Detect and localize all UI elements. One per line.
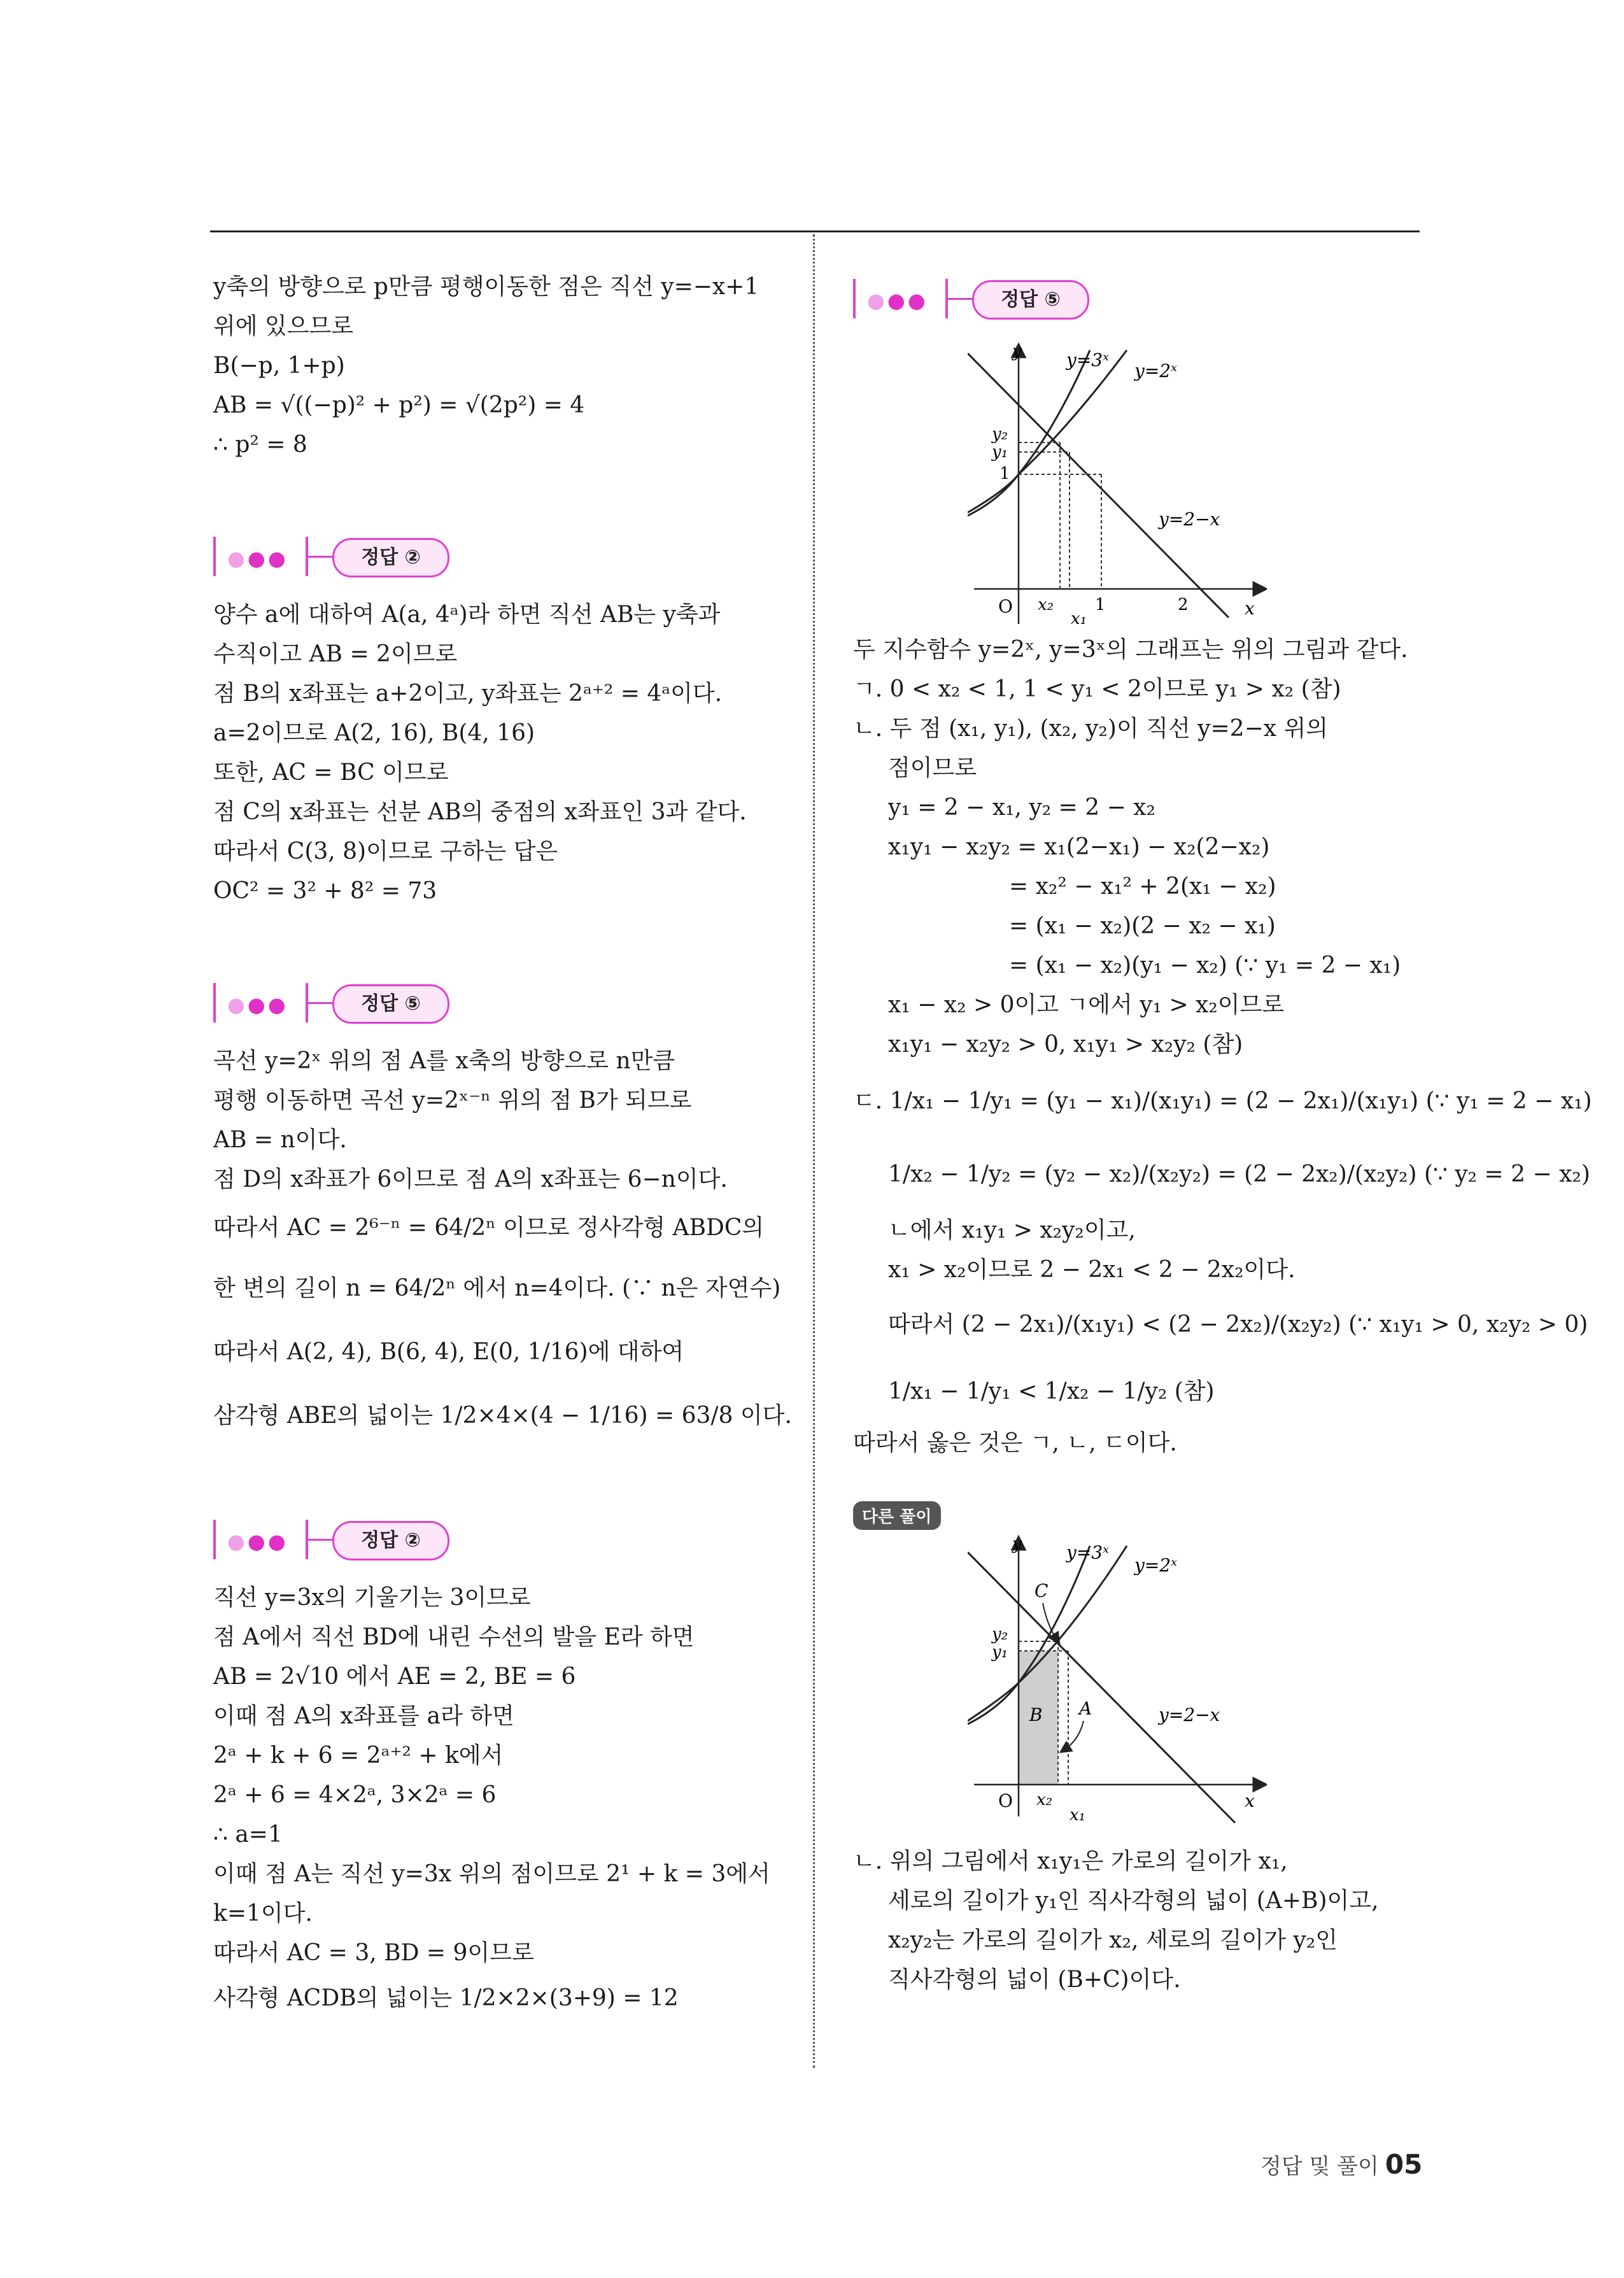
text-line: ㄷ. 1/x₁ − 1/y₁ = (y₁ − x₁)/(x₁y₁) = (2 − 2x₁)/(x₁y₁) (∵ y₁ = 2 − x₁) [853, 1088, 1592, 1114]
label-two-x: 2 [1178, 595, 1189, 614]
text-line: 따라서 옳은 것은 ㄱ, ㄴ, ㄷ이다. [853, 1430, 1177, 1456]
answer-header: ●●● 정답 ⑤ [213, 972, 773, 1042]
label-line: y=2−x [1159, 1704, 1220, 1725]
x-axis-label: x [1245, 1790, 1255, 1811]
label-region-b: B [1029, 1704, 1043, 1725]
text-line: x₂y₂는 가로의 길이가 x₂, 세로의 길이가 y₂인 [888, 1927, 1338, 1953]
answer-badge: 정답 ② [332, 538, 449, 577]
answer-header: ●●● 정답 ⑤ [853, 267, 1413, 337]
text-line: AB = 2√10 에서 AE = 2, BE = 6 [213, 1664, 576, 1690]
label-2x: y=2ˣ [1134, 360, 1178, 381]
origin-label: O [998, 596, 1013, 617]
text-line: 점 C의 x좌표는 선분 AB의 중점의 x좌표인 3과 같다. [213, 799, 747, 825]
y-axis-label: y [1012, 1534, 1022, 1553]
y-axis-label: y [1012, 342, 1022, 361]
left-column [213, 267, 792, 2024]
exponential-graph [968, 337, 1267, 630]
text-line: k=1이다. [213, 1900, 313, 1927]
x-axis-label: x [1245, 598, 1255, 619]
text-line: 사각형 ACDB의 넓이는 1/2×2×(3+9) = 12 [213, 1985, 679, 2011]
text-line: 곡선 y=2ˣ 위의 점 A를 x축의 방향으로 n만큼 [213, 1048, 675, 1074]
label-region-a: A [1079, 1698, 1092, 1719]
label-3x: y=3ˣ [1066, 350, 1110, 371]
answer-badge: 정답 ⑤ [332, 984, 449, 1024]
answer-badge: 정답 ② [332, 1521, 449, 1560]
text-line: ㄴ에서 x₁y₁ > x₂y₂이고, [888, 1217, 1136, 1243]
text-line: AB = n이다. [213, 1127, 347, 1153]
text-line: 2ᵃ + k + 6 = 2ᵃ⁺² + k에서 [213, 1743, 504, 1769]
text-line: 평행 이동하면 곡선 y=2ˣ⁻ⁿ 위의 점 B가 되므로 [213, 1087, 692, 1114]
text-line: 직사각형의 넓이 (B+C)이다. [888, 1967, 1181, 1993]
page-number: 05 [1385, 2149, 1423, 2180]
text-line: ㄱ. 0 < x₂ < 1, 1 < y₁ < 2이므로 y₁ > x₂ (참) [853, 676, 1341, 702]
origin-label: O [998, 1790, 1013, 1811]
label-line: y=2−x [1159, 509, 1220, 530]
text-line: ∴ p² = 8 [213, 432, 307, 458]
text-line: a=2이므로 A(2, 16), B(4, 16) [213, 720, 535, 746]
line-2-minus-x [968, 1552, 1235, 1823]
text-line: 세로의 길이가 y₁인 직사각형의 넓이 (A+B)이고, [888, 1888, 1379, 1914]
text-line: B(−p, 1+p) [213, 353, 345, 379]
text-line: ∴ a=1 [213, 1822, 283, 1848]
label-region-c: C [1034, 1580, 1049, 1601]
text-line: 또한, AC = BC 이므로 [213, 760, 449, 786]
text-line: ㄴ. 두 점 (x₁, y₁), (x₂, y₂)이 직선 y=2−x 위의 [853, 716, 1329, 742]
label-x2: x₂ [1036, 1790, 1053, 1809]
text-line: 두 지수함수 y=2ˣ, y=3ˣ의 그래프는 위의 그림과 같다. [853, 637, 1408, 663]
text-line: 양수 a에 대하여 A(a, 4ᵃ)라 하면 직선 AB는 y축과 [213, 602, 721, 628]
text-line: 점 A에서 직선 BD에 내린 수선의 발을 E라 하면 [213, 1624, 695, 1650]
label-x1: x₁ [1071, 609, 1087, 628]
text-line: 2ᵃ + 6 = 4×2ᵃ, 3×2ᵃ = 6 [213, 1782, 497, 1808]
page-footer [1260, 2149, 1422, 2180]
text-line: y₁ = 2 − x₁, y₂ = 2 − x₂ [888, 795, 1155, 821]
curve-3x [968, 350, 1090, 513]
text-line: 직선 y=3x의 기울기는 3이므로 [213, 1585, 531, 1611]
label-y1: y₁ [992, 442, 1008, 462]
text-line: y축의 방향으로 p만큼 평행이동한 점은 직선 y=−x+1 [213, 274, 759, 300]
text-line: x₁y₁ − x₂y₂ = x₁(2−x₁) − x₂(2−x₂) [888, 834, 1270, 860]
label-x1: x₁ [1070, 1806, 1086, 1825]
text-line: 점 D의 x좌표가 6이므로 점 A의 x좌표는 6−n이다. [213, 1166, 728, 1192]
text-line: 따라서 (2 − 2x₁)/(x₁y₁) < (2 − 2x₂)/(x₂y₂) (∵ x₁y₁ > 0, x₂y₂ > 0) [888, 1312, 1588, 1338]
text-line: 1/x₂ − 1/y₂ = (y₂ − x₂)/(x₂y₂) = (2 − 2x₂)/(x₂y₂) (∵ y₂ = 2 − x₂) [888, 1161, 1590, 1187]
text-line: = (x₁ − x₂)(2 − x₂ − x₁) [1009, 913, 1276, 939]
label-y2: y₂ [992, 1625, 1008, 1644]
label-one-x: 1 [1095, 595, 1106, 614]
top-rule [210, 230, 1420, 232]
area-graph [968, 1530, 1267, 1842]
text-line: 점 B의 x좌표는 a+2이고, y좌표는 2ᵃ⁺² = 4ᵃ이다. [213, 681, 723, 707]
text-line: 따라서 AC = 3, BD = 9이므로 [213, 1940, 534, 1966]
answer-header: ●●● 정답 ② [213, 1508, 773, 1578]
text-line: OC² = 3² + 8² = 73 [213, 878, 437, 904]
label-y2: y₂ [992, 425, 1008, 444]
footer-label: 정답 및 풀이 [1260, 2154, 1379, 2179]
right-column [853, 267, 1592, 2000]
text-line: 수직이고 AB = 2이므로 [213, 641, 458, 667]
text-line: x₁ > x₂이므로 2 − 2x₁ < 2 − 2x₂이다. [888, 1257, 1296, 1283]
text-line: 위에 있으므로 [213, 313, 354, 339]
text-line: 점이므로 [888, 755, 977, 781]
label-x2: x₂ [1038, 595, 1054, 614]
text-line: 1/x₁ − 1/y₁ < 1/x₂ − 1/y₂ (참) [888, 1378, 1215, 1404]
text-line: AB = √((−p)² + p²) = √(2p²) = 4 [213, 392, 585, 418]
answer-badge: 정답 ⑤ [972, 280, 1089, 320]
label-one-y: 1 [999, 464, 1010, 483]
text-line: 따라서 A(2, 4), B(6, 4), E(0, 1/16)에 대하여 [213, 1339, 684, 1365]
text-line: 따라서 AC = 2⁶⁻ⁿ = 64/2ⁿ 이므로 정사각형 ABDC의 [213, 1215, 765, 1241]
label-3x: y=3ˣ [1066, 1542, 1110, 1563]
answer-header: ●●● 정답 ② [213, 525, 773, 595]
text-line: 이때 점 A의 x좌표를 a라 하면 [213, 1703, 514, 1729]
text-line: 한 변의 길이 n = 64/2ⁿ 에서 n=4이다. (∵ n은 자연수) [213, 1275, 781, 1301]
text-line: 삼각형 ABE의 넓이는 1/2×4×(4 − 1/16) = 63/8 이다. [213, 1403, 792, 1429]
alt-solution-badge: 다른 풀이 [853, 1501, 941, 1530]
label-2x: y=2ˣ [1134, 1555, 1178, 1576]
text-line: = (x₁ − x₂)(y₁ − x₂) (∵ y₁ = 2 − x₁) [1009, 952, 1401, 979]
column-divider [813, 234, 815, 2068]
text-line: x₁ − x₂ > 0이고 ㄱ에서 y₁ > x₂이므로 [888, 992, 1285, 1018]
label-y1: y₁ [992, 1643, 1008, 1662]
text-line: ㄴ. 위의 그림에서 x₁y₁은 가로의 길이가 x₁, [853, 1848, 1288, 1874]
arrow-a [1064, 1721, 1084, 1750]
text-line: 이때 점 A는 직선 y=3x 위의 점이므로 2¹ + k = 3에서 [213, 1861, 770, 1887]
text-line: x₁y₁ − x₂y₂ > 0, x₁y₁ > x₂y₂ (참) [888, 1031, 1243, 1058]
text-line: 따라서 C(3, 8)이므로 구하는 답은 [213, 838, 558, 865]
text-line: = x₂² − x₁² + 2(x₁ − x₂) [1009, 874, 1276, 900]
